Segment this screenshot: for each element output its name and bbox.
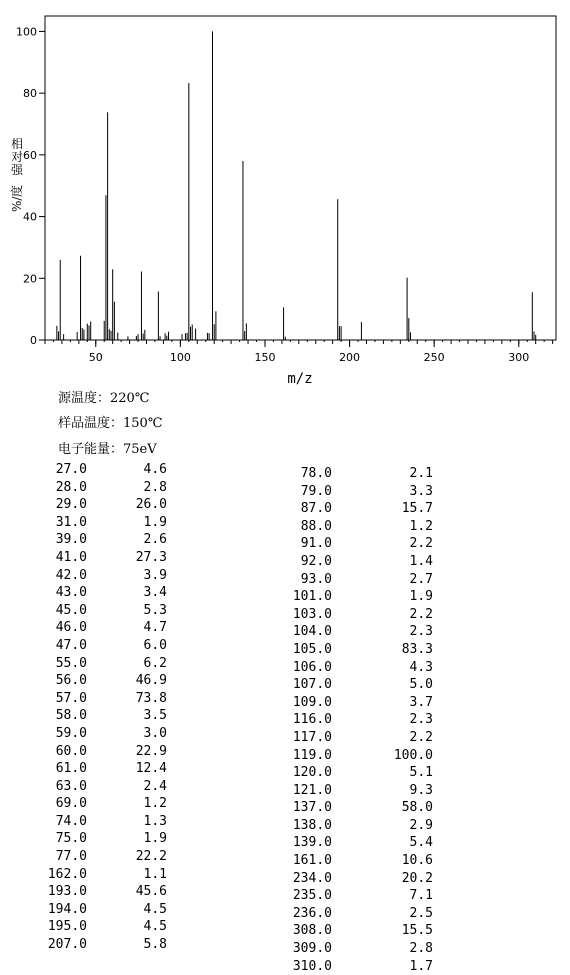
y-label-unit: %/ [10,196,24,212]
y-axis-label [9,136,24,212]
intensity-value: 26.0 [135,497,167,513]
mz-value: 119.0 [292,747,332,763]
intensity-value: 6.2 [143,655,167,671]
mz-value: 63.0 [55,778,87,794]
mz-value: 78.0 [300,466,332,481]
intensity-value: 3.5 [143,708,167,724]
x-tick-label: 200 [339,351,361,364]
mz-value: 236.0 [292,905,332,921]
intensity-value: 6.0 [143,637,167,653]
source-temperature [58,387,149,406]
mz-value: 117.0 [292,729,332,745]
y-tick-label: 60 [23,148,37,162]
y-label-char-2: 对 [11,150,24,164]
intensity-value: 5.1 [409,765,433,781]
mz-value: 109.0 [292,694,332,710]
mz-value: 56.0 [55,673,87,689]
mz-value: 193.0 [47,884,87,900]
intensity-value: 1.2 [409,518,433,534]
y-label-char-1: 相 [11,137,24,151]
mz-value: 45.0 [55,602,87,618]
intensity-value: 2.6 [143,532,167,548]
mz-value: 60.0 [55,743,87,759]
x-tick-label: 100 [169,351,191,364]
intensity-value: 3.0 [143,725,167,741]
mz-value: 207.0 [47,937,87,953]
mz-value: 103.0 [292,606,332,622]
mz-value: 107.0 [292,677,332,693]
intensity-value: 7.1 [409,888,433,904]
intensity-value: 15.5 [401,923,433,939]
intensity-value: 2.8 [143,479,167,495]
y-tick-label: 0 [30,334,37,347]
mz-value: 92.0 [300,553,332,569]
mz-value: 234.0 [292,870,332,886]
mz-value: 79.0 [300,483,332,499]
mz-value: 61.0 [55,761,87,777]
mz-value: 137.0 [292,800,332,816]
mz-value: 162.0 [47,866,87,882]
mz-value: 55.0 [55,655,87,671]
y-tick-label: 40 [23,210,37,224]
mz-value: 28.0 [55,479,87,495]
intensity-value: 1.1 [143,866,167,882]
sample-temperature-label: 样品温度： [58,416,124,431]
intensity-value: 5.8 [143,937,167,953]
mz-value: 43.0 [55,585,87,601]
peak-bars [57,31,536,340]
mz-value: 69.0 [55,796,87,812]
mz-value: 194.0 [47,901,87,917]
mz-value: 310.0 [292,958,332,974]
intensity-value: 2.2 [409,536,433,552]
mz-value: 29.0 [55,497,87,513]
y-label-char-4: 度 [10,184,24,197]
mz-value: 116.0 [292,712,332,728]
x-tick-label: 50 [88,351,103,364]
intensity-value: 58.0 [401,800,433,816]
mz-value: 104.0 [292,624,332,640]
mz-value: 138.0 [292,817,332,833]
intensity-value: 15.7 [401,501,433,517]
y-tick-label: 80 [23,87,37,101]
mz-value: 105.0 [292,641,332,657]
mz-value: 59.0 [55,725,87,741]
intensity-value: 1.9 [143,514,167,530]
mz-value: 195.0 [47,919,87,935]
intensity-value: 4.6 [143,462,167,477]
x-tick-label: 150 [254,351,276,364]
intensity-value: 2.4 [143,778,167,794]
intensity-value: 1.2 [143,796,167,812]
intensity-value: 73.8 [135,690,167,706]
y-tick-label: 100 [16,25,37,39]
mz-value: 57.0 [55,690,87,706]
mz-value: 31.0 [55,514,87,530]
mz-value: 27.0 [55,462,87,477]
mz-value: 139.0 [292,835,332,851]
intensity-value: 5.0 [409,677,433,693]
intensity-value: 45.6 [135,884,167,900]
x-axis-label: m/z [287,371,313,387]
mz-value: 58.0 [55,708,87,724]
intensity-value: 4.7 [143,620,167,636]
electron-energy-label: 电子能量： [58,442,124,457]
mz-value: 74.0 [55,813,87,829]
mz-value: 101.0 [292,589,332,605]
intensity-value: 3.3 [409,483,433,499]
intensity-value: 2.3 [409,712,433,728]
intensity-value: 4.3 [409,659,433,675]
mz-value: 120.0 [292,765,332,781]
electron-energy-value: 75eV [123,442,157,457]
intensity-value: 1.7 [409,958,433,974]
source-temperature-value: 220℃ [110,391,150,406]
mz-value: 308.0 [292,923,332,939]
intensity-value: 1.9 [143,831,167,847]
x-tick-label: 250 [423,351,445,364]
intensity-value: 100.0 [393,747,433,763]
intensity-value: 2.7 [409,571,433,587]
intensity-value: 5.4 [409,835,433,851]
intensity-value: 46.9 [135,673,167,689]
intensity-value: 3.9 [143,567,167,583]
intensity-value: 1.3 [143,813,167,829]
mz-value: 75.0 [55,831,87,847]
y-label-char-3: 强 [11,163,24,177]
mz-value: 235.0 [292,888,332,904]
intensity-value: 2.1 [409,466,433,481]
mz-value: 87.0 [300,501,332,517]
intensity-value: 9.3 [409,782,433,798]
plot-frame [45,16,556,340]
mz-value: 121.0 [292,782,332,798]
intensity-value: 2.8 [409,941,433,957]
intensity-value: 2.5 [409,905,433,921]
intensity-value: 4.5 [143,919,167,935]
mz-value: 77.0 [55,849,87,865]
mz-value: 41.0 [55,549,87,565]
mz-value: 309.0 [292,941,332,957]
mz-value: 91.0 [300,536,332,552]
mass-spectrum-chart [0,0,570,392]
intensity-value: 2.9 [409,817,433,833]
sample-temperature [58,412,162,431]
mz-value: 93.0 [300,571,332,587]
intensity-value: 12.4 [135,761,167,777]
mz-value: 161.0 [292,853,332,869]
intensity-value: 10.6 [401,853,433,869]
intensity-value: 1.4 [409,553,433,569]
intensity-value: 22.2 [135,849,167,865]
intensity-value: 27.3 [135,549,167,565]
mz-value: 47.0 [55,637,87,653]
intensity-value: 3.4 [143,585,167,601]
mz-value: 39.0 [55,532,87,548]
y-tick-label: 20 [23,272,37,286]
intensity-value: 1.9 [409,589,433,605]
sample-temperature-value: 150℃ [123,416,163,431]
intensity-value: 5.3 [143,602,167,618]
intensity-value: 4.5 [143,901,167,917]
mz-value: 46.0 [55,620,87,636]
mz-value: 42.0 [55,567,87,583]
source-temperature-label: 源温度： [58,391,111,406]
intensity-value: 22.9 [135,743,167,759]
intensity-value: 83.3 [401,641,433,657]
x-tick-label: 300 [508,351,530,364]
mz-value: 88.0 [300,518,332,534]
intensity-value: 2.3 [409,624,433,640]
x-minor-ticks [45,340,553,344]
intensity-value: 3.7 [409,694,433,710]
intensity-value: 20.2 [401,870,433,886]
x-axis-ticks [89,340,530,364]
electron-energy [58,438,157,457]
intensity-value: 2.2 [409,729,433,745]
intensity-value: 2.2 [409,606,433,622]
mz-value: 106.0 [292,659,332,675]
